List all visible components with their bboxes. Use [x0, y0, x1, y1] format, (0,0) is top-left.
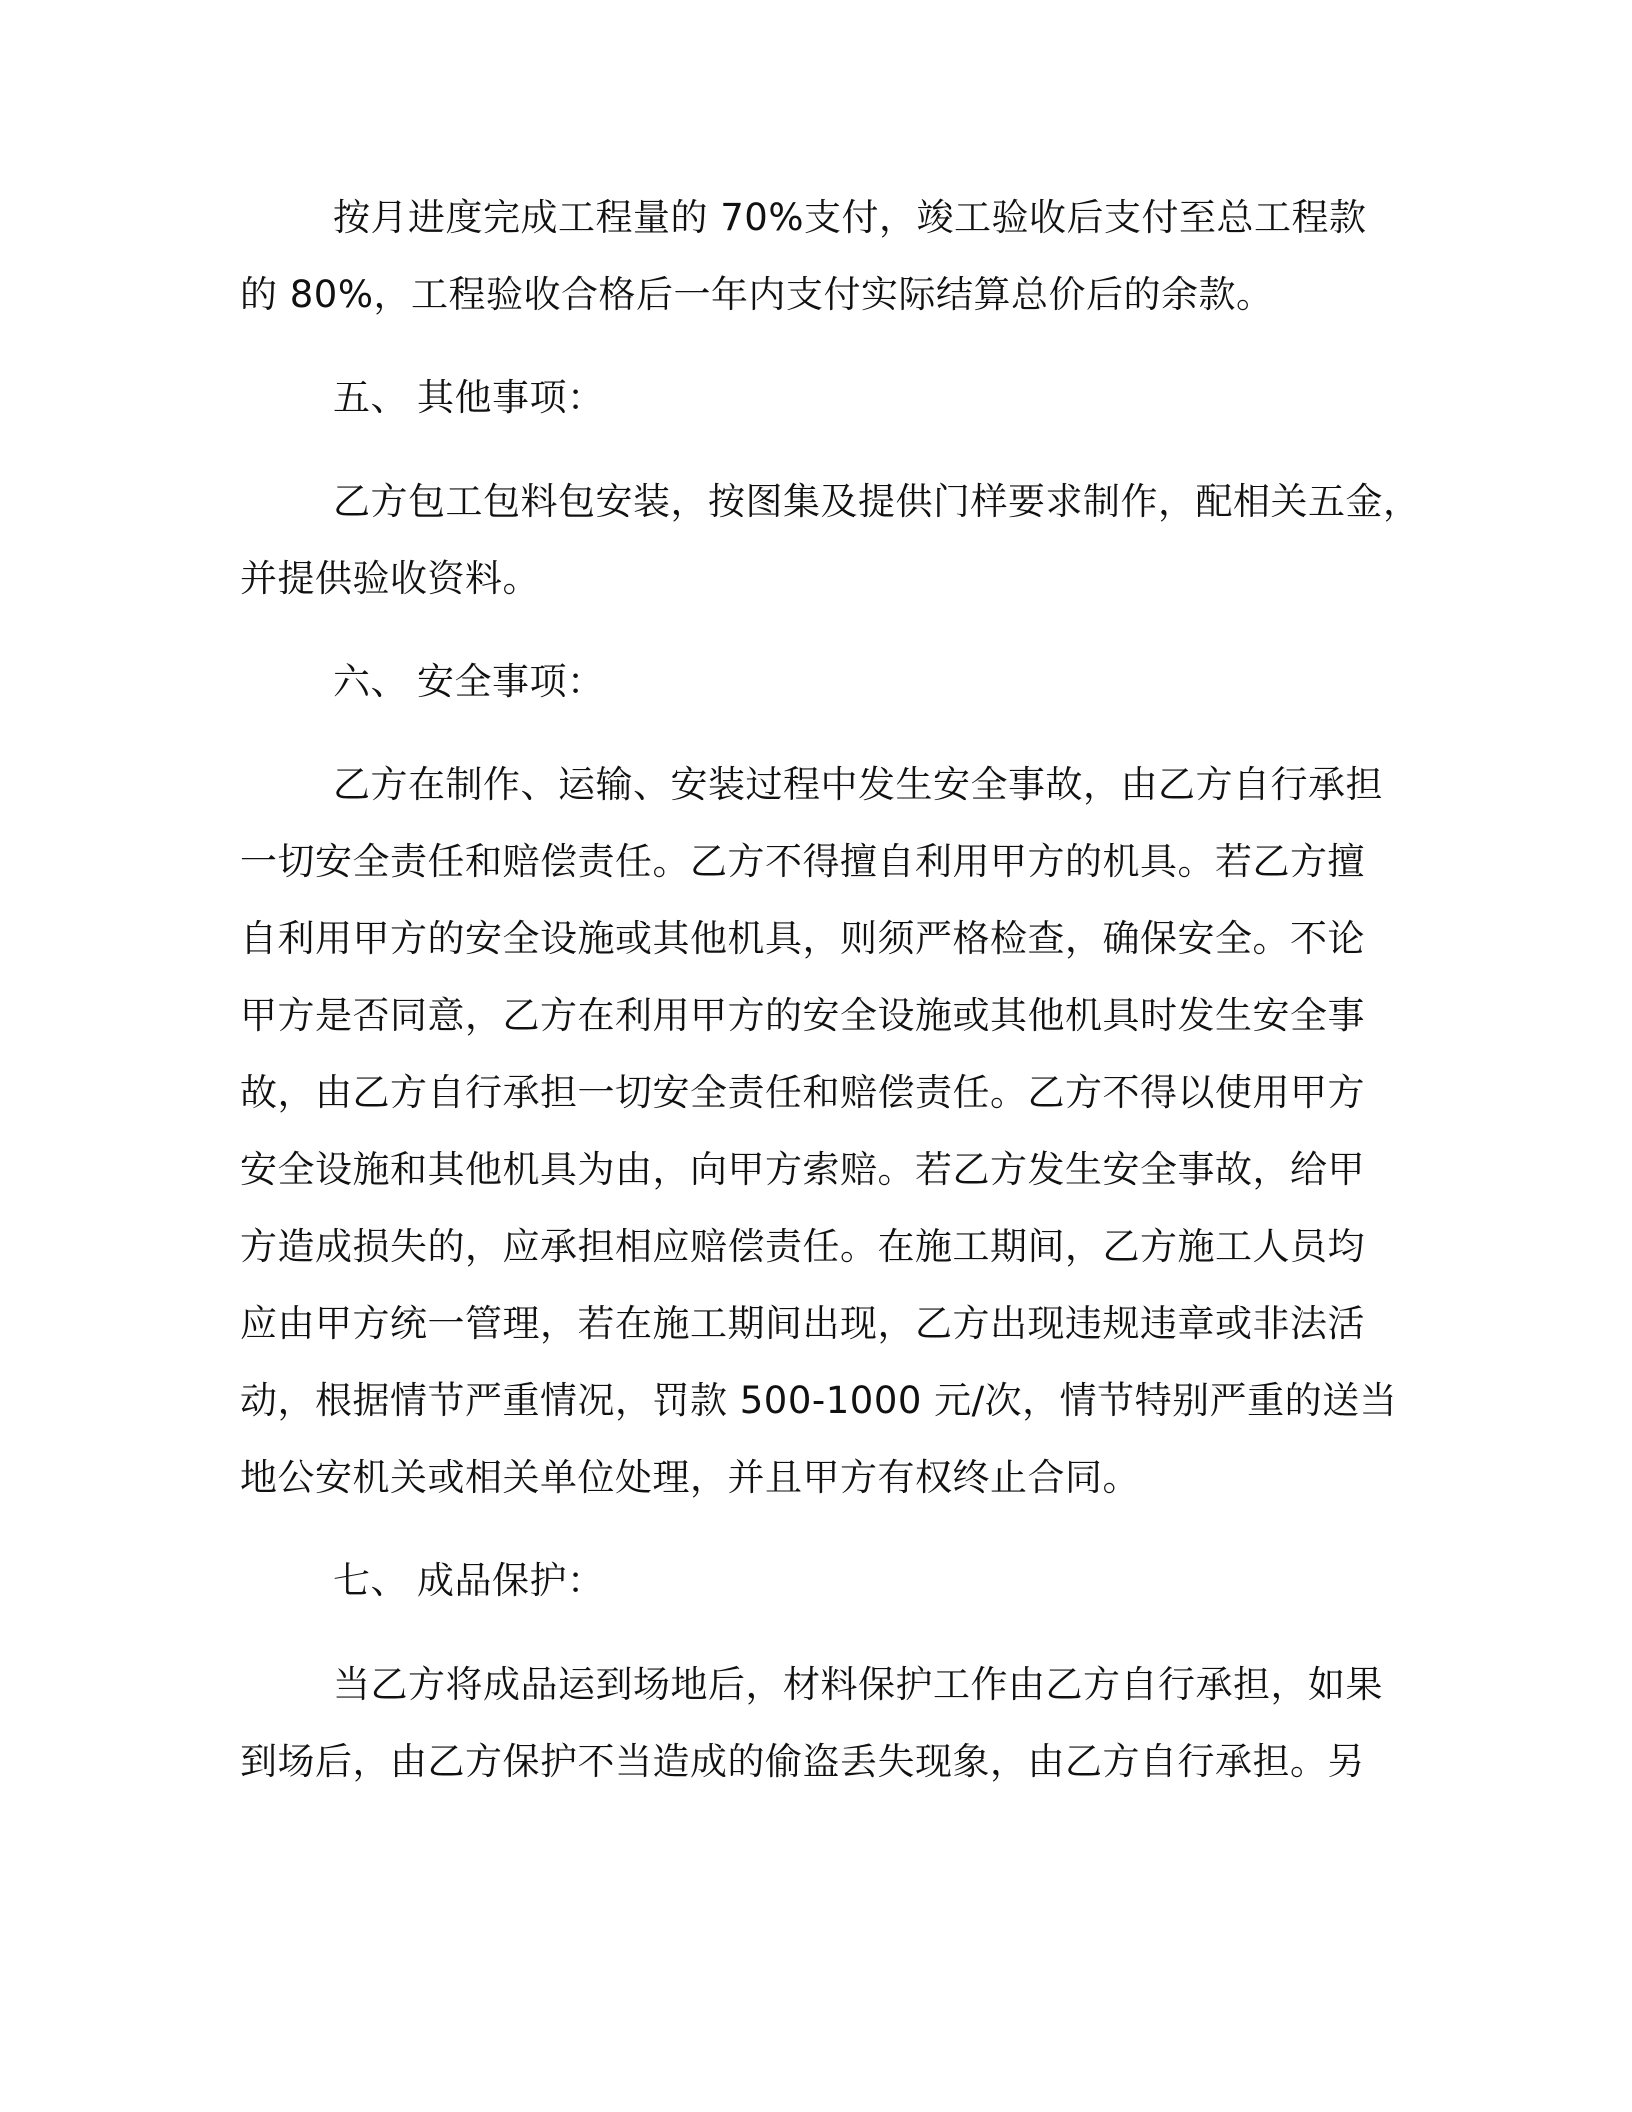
safety-paragraph-line: 乙方在制作、运输、安装过程中发生安全事故，由乙方自行承担	[333, 763, 1383, 806]
section-title: 安全事项：	[417, 660, 605, 703]
section-heading-other-matters	[333, 376, 605, 419]
section-number: 六、	[333, 660, 408, 703]
payment-paragraph-line: 的 80%，工程验收合格后一年内支付实际结算总价后的余款。	[240, 273, 1274, 316]
safety-paragraph-line: 一切安全责任和赔偿责任。乙方不得擅自利用甲方的机具。若乙方擅	[240, 840, 1365, 883]
safety-paragraph-line: 安全设施和其他机具为由，向甲方索赔。若乙方发生安全事故，给甲	[240, 1148, 1365, 1191]
payment-paragraph-line: 按月进度完成工程量的 70%支付，竣工验收后支付至总工程款	[333, 196, 1367, 239]
other-matters-paragraph-line: 乙方包工包料包安装，按图集及提供门样要求制作，配相关五金，	[333, 480, 1421, 523]
protection-paragraph-line: 到场后，由乙方保护不当造成的偷盗丢失现象，由乙方自行承担。另	[240, 1740, 1365, 1783]
safety-paragraph-line: 应由甲方统一管理，若在施工期间出现，乙方出现违规违章或非法活	[240, 1302, 1365, 1345]
section-number: 五、	[333, 376, 408, 419]
section-title: 其他事项：	[417, 376, 605, 419]
safety-paragraph-line: 动，根据情节严重情况，罚款 500-1000 元/次，情节特别严重的送当	[240, 1379, 1398, 1422]
safety-paragraph-line: 自利用甲方的安全设施或其他机具，则须严格检查，确保安全。不论	[240, 917, 1365, 960]
section-title: 成品保护：	[417, 1559, 605, 1602]
safety-paragraph-line: 甲方是否同意，乙方在利用甲方的安全设施或其他机具时发生安全事	[240, 994, 1365, 1037]
section-number: 七、	[333, 1559, 408, 1602]
protection-paragraph-line: 当乙方将成品运到场地后，材料保护工作由乙方自行承担，如果	[333, 1663, 1383, 1706]
safety-paragraph-line: 地公安机关或相关单位处理，并且甲方有权终止合同。	[240, 1456, 1140, 1499]
section-heading-safety-matters	[333, 660, 605, 703]
safety-paragraph-line: 方造成损失的，应承担相应赔偿责任。在施工期间，乙方施工人员均	[240, 1225, 1365, 1268]
safety-paragraph-line: 故，由乙方自行承担一切安全责任和赔偿责任。乙方不得以使用甲方	[240, 1071, 1365, 1114]
other-matters-paragraph-line: 并提供验收资料。	[240, 557, 540, 600]
section-heading-product-protection	[333, 1559, 605, 1602]
